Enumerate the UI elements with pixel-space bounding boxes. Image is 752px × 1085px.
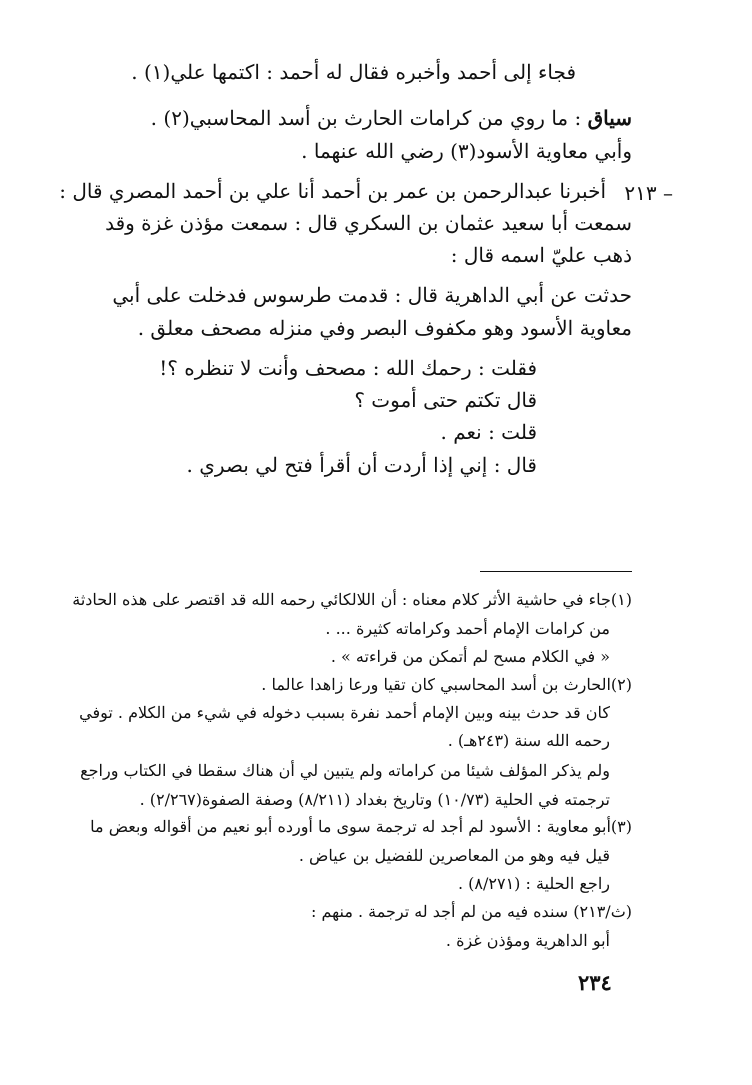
footnote-line-9: (٣)أبو معاوية : الأسود لم أجد له ترجمة سوى ما أورده أبو نعيم من أقواله وبعض ما [90, 817, 632, 836]
main-line-10: قال تكتم حتى أموت ؟ [354, 388, 537, 412]
siyaq-text: : ما روي من كرامات الحارث بن أسد المحاسبي(٢) . [150, 106, 582, 130]
main-line-6: ذهب عليّ اسمه قال : [450, 243, 632, 267]
footnote-line-2: من كرامات الإمام أحمد وكراماته كثيرة ... . [325, 619, 610, 638]
main-line-3: وأبي معاوية الأسود(٣) رضي الله عنهما . [301, 139, 632, 163]
main-line-9: فقلت : رحمك الله : مصحف وأنت لا تنظره ؟! [159, 356, 537, 380]
footnote-separator [480, 571, 632, 572]
footnote-line-6: رحمه الله سنة (٢٤٣هـ) . [447, 731, 610, 750]
footnote-line-13: أبو الداهرية ومؤذن غزة . [445, 931, 610, 950]
main-line-4: أخبرنا عبدالرحمن بن عمر بن أحمد أنا علي بن أحمد المصري قال : [59, 179, 606, 203]
footnote-line-12: (ث/٢١٣) سنده فيه من لم أجد له ترجمة . منهم : [310, 902, 632, 921]
footnote-line-10: قيل فيه وهو من المعاصرين للفضيل بن عياض . [298, 846, 610, 865]
page-number: ٢٣٤ [578, 970, 612, 995]
footnote-line-8: ترجمته في الحلية (١٠/٧٣) وتاريخ بغداد (٨/٢١١) وصفة الصفوة(٢/٢٦٧) . [139, 790, 610, 809]
main-line-11: قلت : نعم . [440, 420, 537, 444]
main-line-5: سمعت أبا سعيد عثمان بن السكري قال : سمعت مؤذن غزة وقد [105, 211, 632, 235]
siyaq-label: سياق [587, 106, 632, 130]
footnote-line-4: (٢)الحارث بن أسد المحاسبي كان تقيا ورعا زاهدا عالما . [261, 675, 632, 694]
footnote-line-5: كان قد حدث بينه وبين الإمام أحمد نفرة بسبب دخوله في شيء من الكلام . توفي [79, 703, 610, 722]
main-line-1: فجاء إلى أحمد وأخبره فقال له أحمد : اكتمها علي(١) . [131, 60, 576, 84]
footnote-line-7: ولم يذكر المؤلف شيئا من كراماته ولم يتبين لي أن هناك سقطا في الكتاب وراجع [80, 761, 610, 780]
siyaq-heading-line [151, 108, 632, 128]
main-line-7: حدثت عن أبي الداهرية قال : قدمت طرسوس فدخلت على أبي [112, 283, 632, 307]
hadith-number: ٢١٣ – [624, 181, 673, 205]
main-line-12: قال : إني إذا أردت أن أقرأ فتح لي بصري . [186, 453, 537, 477]
footnote-line-1: (١)جاء في حاشية الأثر كلام معناه : أن اللالكائي رحمه الله قد اقتصر على هذه الحادثة [72, 590, 632, 609]
footnote-line-11: راجع الحلية : (٨/٢٧١) . [457, 874, 610, 893]
footnote-line-3: « في الكلام مسح لم أتمكن من قراءته » . [330, 647, 610, 666]
main-line-8: معاوية الأسود وهو مكفوف البصر وفي منزله مصحف معلق . [137, 316, 632, 340]
